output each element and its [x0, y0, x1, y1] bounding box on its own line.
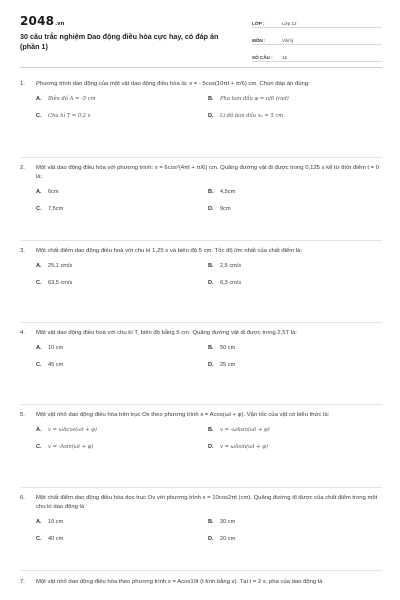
- option-letter: A.: [36, 427, 42, 433]
- option-text: 63,5 cm/s: [48, 280, 73, 286]
- option-c[interactable]: [36, 205, 208, 213]
- option-c[interactable]: [36, 279, 208, 287]
- options: [36, 262, 382, 287]
- option-text: 40 cm: [48, 536, 64, 542]
- option-letter: D.: [208, 444, 214, 450]
- option-letter: C.: [36, 206, 42, 212]
- option-letter: D.: [208, 280, 214, 286]
- option-letter: D.: [208, 113, 214, 119]
- question-number: 6.: [20, 495, 25, 501]
- option-letter: B.: [208, 96, 214, 102]
- question-stem: [20, 80, 382, 89]
- question-text: Một vật dao động điều hòa với phương trình: x = 6cos²(4πt + π/6) cm. Quãng đường vật đi được trong 0,125 s kể từ thời điểm t = 0 là:: [36, 165, 379, 180]
- option-letter: C.: [36, 280, 42, 286]
- option-text: 20 cm: [220, 536, 236, 542]
- option-text: 30 cm: [220, 519, 236, 525]
- question-divider: [20, 322, 382, 323]
- option-a[interactable]: [36, 344, 208, 352]
- option-text: Li độ ban đầu x₀ = 5 cm: [220, 113, 284, 119]
- question-divider: [20, 404, 382, 405]
- logo-text: 2048: [20, 14, 55, 28]
- meta-row-subject: [252, 31, 382, 45]
- question-divider: [20, 570, 382, 571]
- option-c[interactable]: [36, 535, 208, 543]
- option-d[interactable]: [208, 112, 380, 120]
- option-text: 10 cm: [48, 519, 64, 525]
- option-text: Pha ban đầu φ = π/6 (rad): [220, 96, 289, 102]
- option-letter: B.: [208, 427, 214, 433]
- option-letter: B.: [208, 519, 214, 525]
- option-text: 10 cm: [48, 345, 64, 351]
- option-text: Chu kì T = 0,2 s: [48, 113, 91, 119]
- question-7: [20, 578, 382, 587]
- meta-key: LỚP :: [252, 21, 265, 26]
- site-logo[interactable]: [20, 14, 65, 28]
- option-d[interactable]: [208, 279, 380, 287]
- options: [36, 188, 382, 213]
- question-3: [20, 247, 382, 287]
- option-c[interactable]: [36, 443, 208, 451]
- option-text: 25,1 cm/s: [48, 263, 73, 269]
- option-text: 7,5cm: [48, 206, 64, 212]
- question-stem: [20, 329, 382, 338]
- question-text: Một vật dao động điều hoà với chu kì T, biên độ bằng 5 cm. Quãng đường vật đi được trong 2,5T là:: [36, 330, 297, 336]
- option-letter: B.: [208, 345, 214, 351]
- meta-key: SỐ CÂU :: [252, 55, 273, 60]
- question-number: 1.: [20, 81, 25, 87]
- option-letter: C.: [36, 444, 42, 450]
- question-stem: [20, 578, 382, 587]
- option-b[interactable]: [208, 188, 380, 196]
- question-stem: [20, 494, 382, 512]
- options: [36, 344, 382, 369]
- meta-value: Vật lý: [282, 38, 294, 43]
- option-d[interactable]: [208, 535, 380, 543]
- options: [36, 518, 382, 543]
- document-title: 30 câu trắc nghiệm Dao động điều hòa cực hay, có đáp án (phần 1): [20, 32, 219, 51]
- options: [36, 426, 382, 451]
- question-1: [20, 80, 382, 120]
- question-stem: [20, 247, 382, 256]
- question-divider: [20, 240, 382, 241]
- meta-table: [252, 14, 382, 65]
- option-b[interactable]: [208, 95, 380, 103]
- question-divider: [20, 157, 382, 158]
- option-a[interactable]: [36, 262, 208, 270]
- meta-value: Lớp 12: [282, 21, 297, 26]
- option-text: 50 cm: [220, 345, 236, 351]
- option-letter: C.: [36, 113, 42, 119]
- option-letter: A.: [36, 189, 42, 195]
- option-b[interactable]: [208, 344, 380, 352]
- option-text: 9cm: [220, 206, 231, 212]
- option-letter: A.: [36, 519, 42, 525]
- question-text: Một chất điểm dao động điều hoà với chu kì 1,25 s và biên độ 5 cm. Tốc độ lớn nhất của chất điểm là:: [36, 248, 302, 254]
- option-b[interactable]: [208, 518, 380, 526]
- option-text: 45 cm: [48, 362, 64, 368]
- option-text: 25 cm: [220, 362, 236, 368]
- question-number: 4.: [20, 330, 25, 336]
- option-a[interactable]: [36, 518, 208, 526]
- option-a[interactable]: [36, 188, 208, 196]
- question-number: 3.: [20, 248, 25, 254]
- question-4: [20, 329, 382, 369]
- option-text: 6,3 cm/s: [220, 280, 242, 286]
- option-letter: D.: [208, 362, 214, 368]
- option-letter: B.: [208, 263, 214, 269]
- option-letter: D.: [208, 536, 214, 542]
- option-letter: C.: [36, 362, 42, 368]
- option-d[interactable]: [208, 361, 380, 369]
- meta-key: MÔN :: [252, 38, 266, 43]
- option-letter: B.: [208, 189, 214, 195]
- option-d[interactable]: [208, 443, 380, 451]
- question-text: Phương trình dao động của một vật dao động điều hòa là: x = - 5cos(10πt + π/6) cm. Chọn đáp án đúng:: [36, 81, 310, 87]
- option-text: v = ωAsin(ωt + φ): [220, 444, 268, 450]
- header-divider: [20, 67, 382, 68]
- option-text: v = ωAcos(ωt + φ): [48, 427, 97, 433]
- question-number: 2.: [20, 165, 25, 171]
- question-text: Một vật nhỏ dao động điều hòa trên trục Ox theo phương trình x = Acos(ωt + φ). Vận tốc của vật có biểu thức là:: [36, 412, 330, 418]
- option-letter: A.: [36, 96, 42, 102]
- option-b[interactable]: [208, 426, 380, 434]
- question-5: [20, 411, 382, 451]
- meta-value: 15: [282, 55, 288, 60]
- question-divider: [20, 487, 382, 488]
- option-letter: C.: [36, 536, 42, 542]
- option-d[interactable]: [208, 205, 380, 213]
- option-text: 2,5 cm/s: [220, 263, 242, 269]
- meta-row-count: [252, 48, 382, 62]
- option-letter: A.: [36, 263, 42, 269]
- question-number: 5.: [20, 412, 25, 418]
- option-a[interactable]: [36, 95, 208, 103]
- options: [36, 95, 382, 120]
- option-text: v = -Asin(ωt + φ): [48, 444, 94, 450]
- logo-suffix: .vn: [55, 21, 65, 27]
- option-b[interactable]: [208, 262, 380, 270]
- question-6: [20, 494, 382, 543]
- question-2: [20, 164, 382, 213]
- option-letter: A.: [36, 345, 42, 351]
- option-text: v = -ωAsin(ωt + φ): [220, 427, 270, 433]
- question-stem: [20, 164, 382, 182]
- option-text: 4,5cm: [220, 189, 236, 195]
- option-letter: D.: [208, 206, 214, 212]
- option-text: 6cm: [48, 189, 59, 195]
- option-c[interactable]: [36, 361, 208, 369]
- question-text: Một chất điểm dao động điều hòa dọc trục Ox với phương trình x = 10cos2πt (cm). Quãng đường đi được của chất điểm trong một chu kì dao động là: [36, 495, 378, 510]
- option-text: Biên độ A = -5 cm: [48, 96, 96, 102]
- option-c[interactable]: [36, 112, 208, 120]
- question-stem: [20, 411, 382, 420]
- question-text: Một vật nhỏ dao động điều hòa theo phương trình x = Acos10t (t tính bằng s). Tại t = 2 s, pha của dao động là: [36, 579, 323, 585]
- option-a[interactable]: [36, 426, 208, 434]
- meta-row-class: [252, 14, 382, 28]
- question-number: 7.: [20, 579, 25, 585]
